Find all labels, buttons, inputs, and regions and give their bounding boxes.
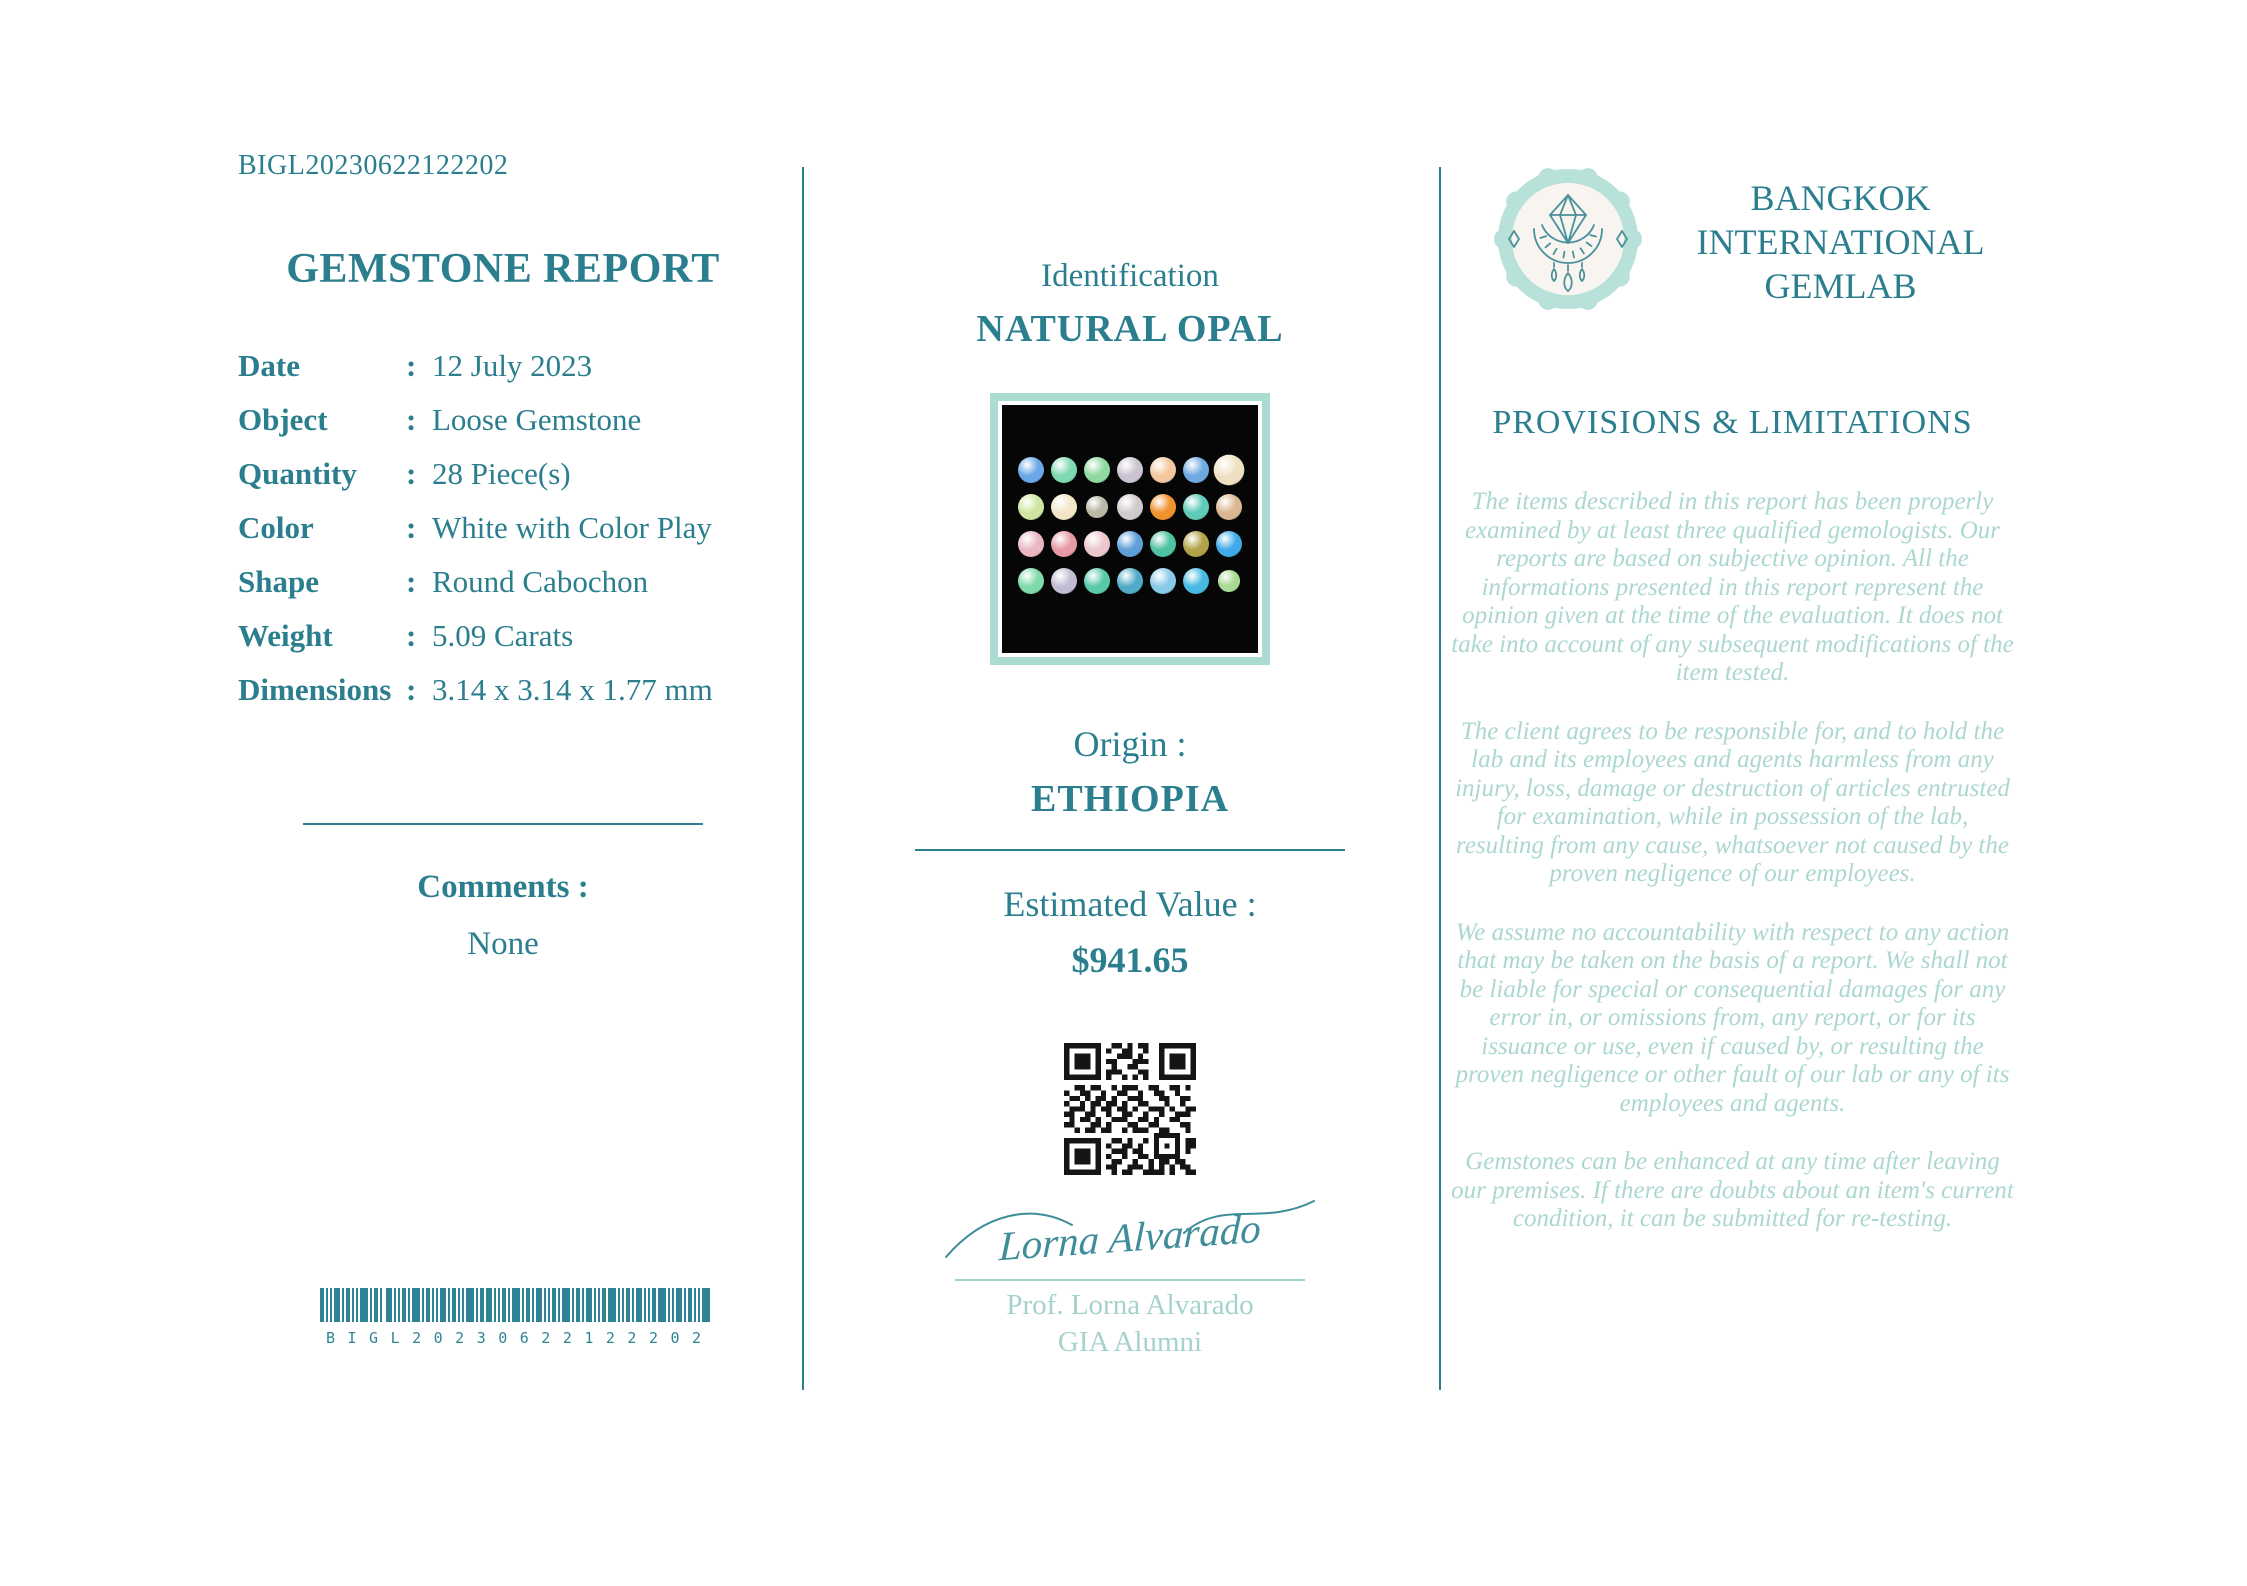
lab-logo [1494, 165, 1642, 318]
barcode-text: BIGL20230622122202 [326, 1329, 714, 1347]
detail-separator: : [406, 564, 417, 599]
provisions-paragraph: Gemstones can be enhanced at any time after leaving our premises. If there are doubts about an item's current condition, it can be submitted for re-testing. [1451, 1148, 2014, 1232]
comments-heading: Comments : [417, 869, 589, 905]
detail-separator: : [406, 618, 417, 653]
signer-credential: GIA Alumni [1057, 1326, 1203, 1358]
detail-value: 28 Piece(s) [432, 456, 571, 491]
report-summary-column [238, 245, 768, 963]
gem [1218, 570, 1240, 592]
gem [1216, 494, 1242, 520]
table-row-date [238, 348, 768, 383]
estimated-value: $941.65 [1071, 940, 1189, 980]
detail-label: Color [238, 510, 314, 545]
barcode [320, 1288, 716, 1347]
section-divider [303, 823, 703, 825]
gem [1084, 568, 1110, 594]
table-row-quantity [238, 456, 768, 491]
signer-name: Prof. Lorna Alvarado [1006, 1289, 1254, 1321]
provisions-paragraph: The client agrees to be responsible for, and to hold the lab and its employees and agents harmless from any injury, loss, damage or destruction of articles entrusted for examination, while in possession of the lab, resulting from any cause, whatsoever not caused by the proven negligence of our employees. [1455, 717, 2010, 887]
gem [1051, 494, 1077, 520]
origin-heading: Origin : [1073, 724, 1187, 764]
identification-column [845, 245, 1415, 1359]
table-row-object [238, 402, 768, 437]
origin-value: ETHIOPIA [1030, 778, 1230, 820]
gem [1018, 531, 1044, 557]
gemlab-badge-icon [1494, 165, 1642, 313]
gemstone-photo-inner [998, 401, 1262, 657]
detail-separator: : [406, 672, 417, 707]
gem [1183, 457, 1209, 483]
gem [1183, 568, 1209, 594]
gem [1150, 531, 1176, 557]
identification-value: NATURAL OPAL [976, 308, 1284, 350]
column-divider-right [1439, 167, 1441, 1390]
detail-value: White with Color Play [432, 510, 712, 545]
detail-label: Weight [238, 618, 333, 653]
detail-separator: : [406, 348, 417, 383]
detail-separator: : [406, 510, 417, 545]
gem [1018, 494, 1044, 520]
gem [1117, 457, 1143, 483]
lab-name-line: GEMLAB [1764, 265, 1917, 306]
signature [940, 1191, 1320, 1279]
column-divider-left [802, 167, 804, 1390]
table-row-weight [238, 618, 768, 653]
provisions-text [1450, 488, 2015, 1234]
signature-name: Lorna Alvarado [998, 1204, 1262, 1270]
gem [1117, 494, 1143, 520]
gem [1216, 531, 1242, 557]
detail-label: Shape [238, 564, 319, 599]
detail-value: Loose Gemstone [432, 402, 642, 437]
qr-code-image [1064, 1043, 1196, 1175]
table-row-color [238, 510, 768, 545]
lab-name-line: BANGKOK [1750, 177, 1931, 218]
report-title: GEMSTONE REPORT [286, 246, 720, 292]
section-divider [915, 849, 1345, 851]
detail-label: Quantity [238, 456, 357, 491]
gem [1051, 457, 1077, 483]
comments-value: None [467, 926, 539, 962]
gem [1051, 568, 1077, 594]
provisions-heading: PROVISIONS & LIMITATIONS [1492, 404, 1973, 441]
barcode-bars [320, 1288, 710, 1322]
details-table [238, 348, 768, 707]
provisions-paragraph: The items described in this report has been properly examined by at least three qualified gemologists. Our reports are based on subjective opinion. All the informations presented in this report represent the opinion given at the time of the evaluation. It does not take into account of any subsequent modifications of the item tested. [1451, 488, 2014, 686]
gem [1084, 531, 1110, 557]
qr-code [1064, 1043, 1196, 1175]
gem [1117, 568, 1143, 594]
gem [1183, 494, 1209, 520]
gem [1117, 531, 1143, 557]
gem [1018, 457, 1044, 483]
signature-line [955, 1279, 1305, 1281]
gem [1150, 568, 1176, 594]
detail-value: 12 July 2023 [432, 348, 593, 383]
detail-separator: : [406, 456, 417, 491]
table-row-dimensions [238, 672, 768, 707]
gem [1051, 531, 1077, 557]
gem [1150, 457, 1176, 483]
provisions-paragraph: We assume no accountability with respect to any action that may be taken on the basis of a report. We shall not be liable for special or consequential damages for any error in, or omissions from, any report, or for its issuance or use, even if caused by, or resulting the proven negligence or other fault of our lab or any of its employees and agents. [1455, 918, 2010, 1117]
gemstone-photo [990, 393, 1270, 665]
gem [1084, 457, 1110, 483]
detail-value: Round Cabochon [432, 564, 649, 599]
report-number: BIGL20230622122202 [238, 150, 509, 181]
detail-value: 5.09 Carats [432, 618, 574, 653]
detail-label: Dimensions [238, 672, 392, 707]
gem [1183, 531, 1209, 557]
lab-column [1450, 165, 2015, 1234]
lab-name [1666, 176, 2015, 308]
lab-header [1450, 165, 2015, 318]
detail-value: 3.14 x 3.14 x 1.77 mm [432, 672, 713, 707]
gem [1086, 496, 1108, 518]
lab-name-line: INTERNATIONAL [1696, 221, 1985, 262]
gem-grid [1002, 405, 1258, 594]
gem [1150, 494, 1176, 520]
gem [1018, 568, 1044, 594]
table-row-shape [238, 564, 768, 599]
gem [1214, 455, 1245, 486]
detail-label: Object [238, 402, 328, 437]
detail-separator: : [406, 402, 417, 437]
estimated-value-heading: Estimated Value : [1003, 884, 1257, 924]
identification-heading: Identification [1041, 258, 1219, 294]
detail-label: Date [238, 348, 300, 383]
